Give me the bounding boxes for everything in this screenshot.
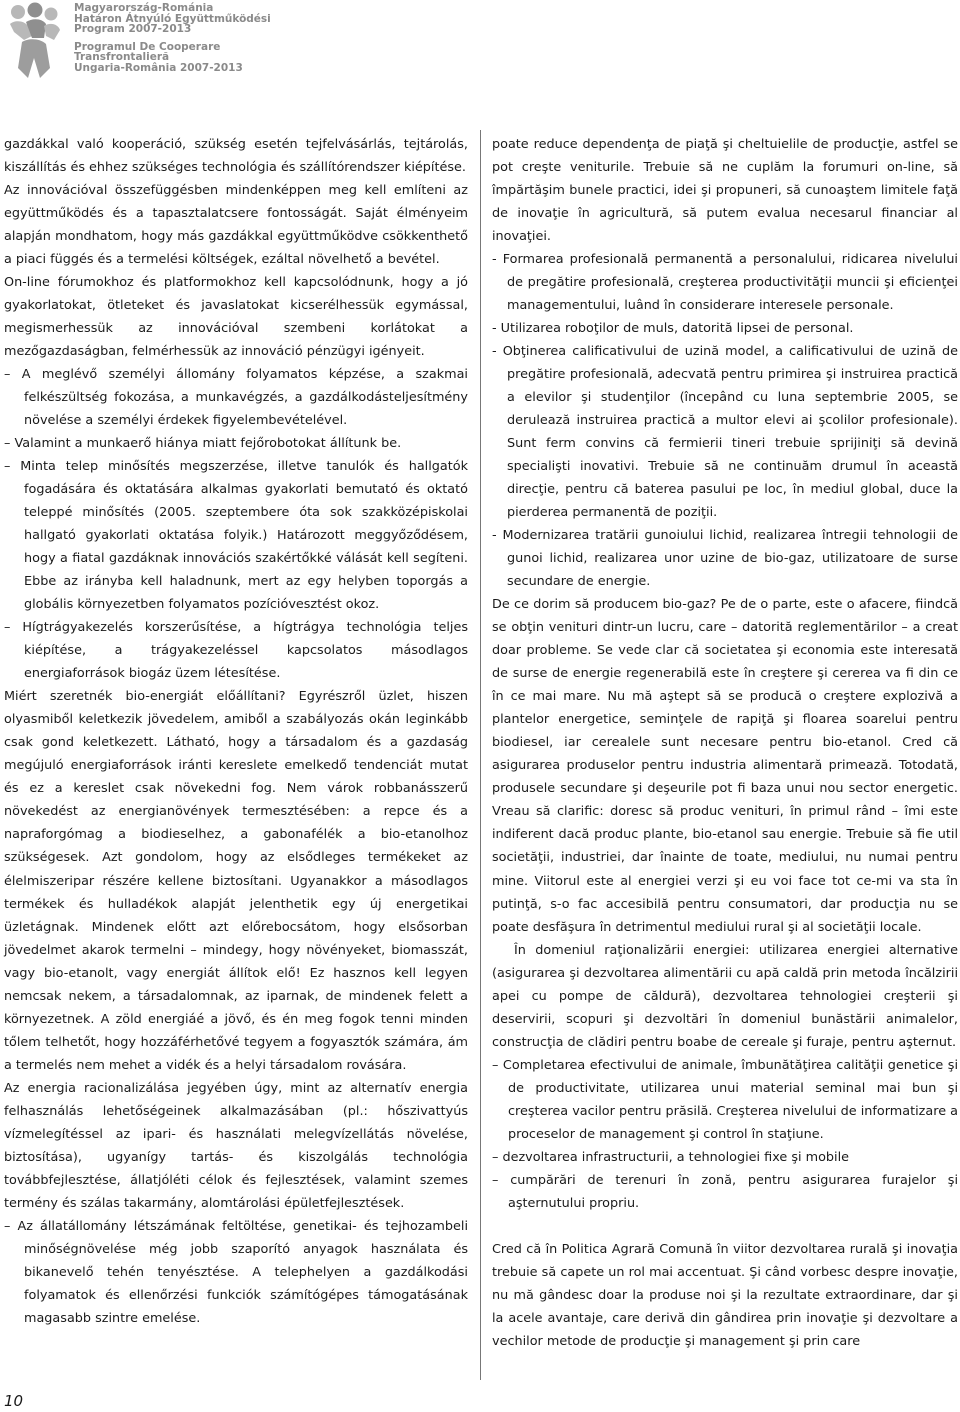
column-divider bbox=[480, 130, 481, 1380]
list-item: - Formarea profesională permanentă a personalului, ridicarea nivelului de pregătire profesională, creşterea productivităţii muncii şi eficienţei managementului, luând în considerare interesele personale. bbox=[492, 252, 958, 314]
header-line-hu-1: Magyarország-Románia bbox=[74, 2, 214, 14]
list-item: – Completarea efectivului de animale, îmbunătăţirea calităţii genetice şi de productivitate, utilizarea unui material seminal mai bun şi creşterea vacilor pentru prăsilă. Creşterea nivelului de informatizare a proceselor de management şi control în staţiune. bbox=[492, 1057, 958, 1142]
paragraph: De ce dorim să producem bio-gaz? Pe de o parte, este o afacere, fiindcă se obţin venituri dintr-un lucru, care – datorită reglementărilor – a creat doar probleme. Se vede clar că societatea şi economia este interesată de surse de energie regenerabilă este în creştere şi cererea va fi din ce în ce mai mare. Nu mă aştept să se producă o creştere explozivă a plantelor energetice, seminţele de rapiţă şi floarea soarelui pentru biodiesel, iar cerealele sunt necesare pentru bio-etanol. Cred că asigurarea produselor pentru industria alimentară primează. Totodată, produsele secundare şi deşeurile pot fi baza unui nou sector energetic. Vreau să clarific: doresc să produc venituri, în primul rând – îmi este indiferent dacă produc plante, bio-etanol sau energie. Trebuie să fie util societăţii, industriei, dar înainte de toate, mediului, nu numai pentru mine. Viitorul este al energiei verzi şi eu voi face tot ce-mi va sta în putinţă, s-o fac accesibilă pentru consumatori, dar producţia nu se poate desfăşura în detrimentul mediului rural şi al societăţii locale. bbox=[492, 597, 958, 935]
program-logo-icon bbox=[4, 2, 64, 78]
header-line-ro-1: Programul De Cooperare bbox=[74, 40, 221, 53]
list-item: – Minta telep minősítés megszerzése, illetve tanulók és hallgatók fogadására és oktatására alkalmas gyakorlati bemutató és oktató teleppé minősítés (2005. szeptembere óta sok szakközépiskolai hallgató gyakorlati oktatása folyik.) Határozott meggyőződésem, hogy a fiatal gazdáknak innovációs szakértőkké válását kell segíteni. Ebbe az irányba kell haladnunk, mert az egy helyben toporgás a globális környezetben folyamatos pozícióvesztést okoz. bbox=[4, 459, 468, 613]
header-line-hu-3: Program 2007-2013 bbox=[74, 23, 192, 36]
paragraph: gazdákkal való kooperáció, szükség esetén tejfelvásárlás, tejtárolás, kiszállítás és ehhez szükséges technológia és szállítórendszer kiépítése. bbox=[4, 137, 468, 176]
header bbox=[0, 0, 300, 80]
paragraph: Az energia racionalizálása jegyében úgy, mint az alternatív energia felhasználás lehetőségeinek alkalmazásában (pl.: hőszivattyús vízmelegítéssel az ipari- és használati melegvízellátás növelése, biztosítása), ugyanígy tartás- és kiszolgálás technológia továbbfejlesztése, állatjóléti célok és fejlesztések, valamint szemes termény és szálas takarmány, alomtárolási épületfejlesztések. bbox=[4, 1080, 468, 1211]
list-item: - Modernizarea tratării gunoiului lichid, realizarea întregii tehnologii de gunoi lichid, realizarea unor uzine de bio-gaz, utilizatoare de surse secundare de energie. bbox=[492, 528, 958, 590]
header-line-ro-3: Ungaria-România 2007-2013 bbox=[74, 61, 243, 74]
list-item: – Valamint a munkaerő hiánya miatt fejőrobotokat állítunk be. bbox=[4, 436, 402, 452]
list-item: - Obţinerea calificativului de uzină model, a calificativului de uzină de pregătire profesională, adecvată pentru primirea şi instruirea practică a elevilor şi studenţilor (începând cu luna septembrie 2005, se derulează instruirea practică a multor elevi ai şcolilor profesionale). Sunt ferm convins că fermierii tineri trebuie sprijiniţi să devină specialişti inovativi. Trebuie să ne continuăm drumul în această direcţie, pentru că baterea pasului pe loc, în mediul global, duce la pierderea permanentă de poziţii. bbox=[492, 344, 958, 521]
paragraph: În domeniul raţionalizării energiei: utilizarea energiei alternative (asigurarea şi dezvoltarea alimentării cu apă caldă prin metoda încălzirii apei cu pompe de căldură), dezvoltarea tehnologiei creşterii şi deservirii, scopuri şi dezvoltări în domeniul bunăstării animalelor, construcţia de clădiri pentru boabe de cereale şi furaje, pentru aşternut. bbox=[492, 942, 958, 1050]
list-item: – Az állatállomány létszámának feltöltése, genetikai- és tejhozambeli minőségnövelése még jobb szaporító anyagok használata és bikanevelő tehén tenyésztése. A telephelyen a gazdálkodási folyamatok és ellenőrzési funkciók számítógépes támogatásának magasabb szintre emelése. bbox=[4, 1218, 468, 1326]
page-number: 10 bbox=[4, 1392, 24, 1410]
hungarian-column bbox=[4, 133, 468, 1330]
list-item: – Hígtrágyakezelés korszerűsítése, a hígtrágya technológia teljes kiépítése, a trágyakezeléssel kapcsolatos másodlagos energiaforrások biogáz üzem létesítése. bbox=[4, 620, 468, 682]
list-item: – A meglévő személyi állomány folyamatos képzése, a szakmai felkészültség fokozása, a munkavégzés, a gazdálkodásteljesítmény növelése a személyi érdekek figyelembevételével. bbox=[4, 367, 468, 429]
paragraph: Cred că în Politica Agrară Comună în viitor dezvoltarea rurală şi inovaţia trebuie să capete un rol mai accentuat. Şi când vorbesc despre inovaţie, nu mă gândesc doar la produse noi şi la rezultate extraordinare, dar şi la acele avantaje, care derivă din gândirea prin inovaţie şi dezvoltare a vechilor metode de producţie şi management şi prin care bbox=[492, 1242, 958, 1350]
paragraph: On-line fórumokhoz és platformokhoz kell kapcsolódnunk, hogy a jó gyakorlatokat, ötleteket és javaslatokat kicserélhessük egymással, megismerhessük az innovációval szembeni korlátokat a mezőgazdaságban, felmérhessük az innováció pénzügyi igényeit. bbox=[4, 275, 468, 360]
paragraph: Miért szeretnék bio-energiát előállítani? Egyrészről üzlet, hiszen olyasmiből keletkezik jövedelem, amiből a szabályozás okán leginkább csak gond keletkezett. Látható, hogy a társadalom és a gazdaság megújuló energiaforrások iránti kereslete emelkedő tendenciát mutat és ez a kereslet csak növekedni fog. Nem várok robbanásszerű növekedést az energianövények termesztésében: a repce és a napraforgómag a biodieselhez, a gabonafélék a bio-etanolhoz szükségesek. Azt gondolom, hogy az elsődleges termékeket az élelmiszeripar részére kellene biztosítani. Ugyanakkor a másodlagos termékek és hulladékok alapját jelenthetik egy új energetikai üzletágnak. Mindenek előtt azt előrebocsátom, hogy elsősorban jövedelmet akarok termelni – mindegy, hogy növényeket, biomasszát, vagy bio-etanolt, vagy energiát állítok elő! Ez hasznos kell legyen nemcsak nekem, a társadalomnak, az iparnak, de mindenek felett a környezetnek. A zöld energiáé a jövő, és én meg fogok tenni minden tőlem telhetőt, hogy hozzáférhetővé tegyem a fogyasztók számára, ám a termelés nem mehet a vidék és a helyi társadalom rovására. bbox=[4, 689, 468, 1073]
paragraph: poate reduce dependenţa de piaţă şi cheltuielile de producţie, astfel se pot creşte veniturile. Trebuie să ne cuplăm la forumuri on-line, să împărtăşim bunele practici, idei şi propuneri, să cunoaştem limitele faţă de inovaţie în agricultură, să putem evalua necesarul financiar al inovaţiei. bbox=[492, 137, 958, 245]
list-item: - Utilizarea roboţilor de muls, datorită lipsei de personal. bbox=[492, 321, 854, 337]
list-item: – cumpărări de terenuri în zonă, pentru asigurarea furajelor şi aşternutului propriu. bbox=[492, 1172, 958, 1211]
list-item: – dezvoltarea infrastructurii, a tehnologiei fixe şi mobile bbox=[492, 1149, 850, 1165]
header-line-hu-2: Határon Átnyúló Együttműködési bbox=[74, 12, 271, 25]
header-line-ro-2: Transfrontalieră bbox=[74, 51, 170, 64]
romanian-column bbox=[492, 133, 958, 1353]
paragraph: Az innovációval összefüggésben mindenképpen meg kell említeni az együttműködés és a tapasztalatcsere fontosságát. Saját élményeim alapján mondhatom, hogy más gazdákkal együttműködve csökkenthető a piaci függés és a termelési költségek, ezáltal növelhető a bevétel. bbox=[4, 183, 468, 268]
